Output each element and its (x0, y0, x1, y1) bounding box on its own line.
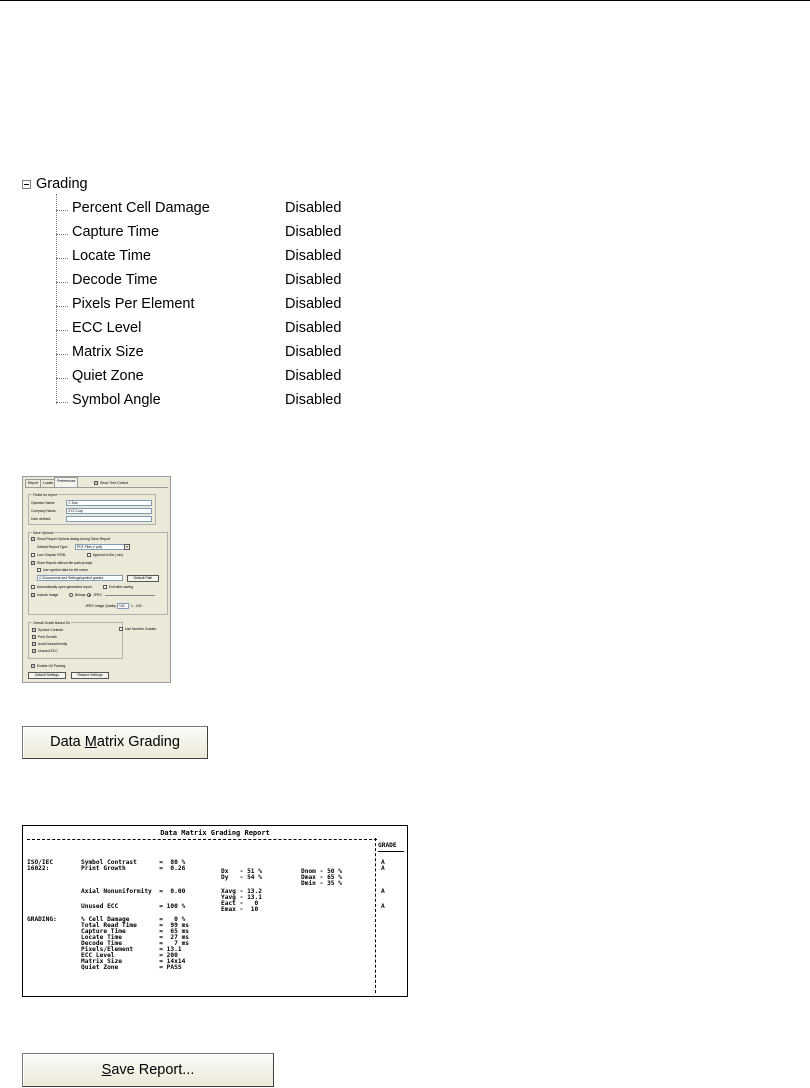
grade-column-divider (375, 838, 377, 993)
jpeg-radio[interactable] (87, 593, 91, 597)
default-path-button[interactable]: Default Path (127, 575, 159, 582)
store-without-prompt-checkbox[interactable] (31, 561, 35, 565)
total-read-time-row: Total Read Time = 99 ms (81, 922, 190, 929)
jpeg-quality-label: JPEG Image Quality: (85, 604, 117, 608)
tree-item-label: Pixels Per Element (72, 296, 195, 312)
use-number-grades-checkbox[interactable] (119, 627, 123, 631)
quiet-zone-row: Quiet Zone = PASS (81, 964, 182, 971)
low-graphic-checkbox[interactable] (31, 553, 35, 557)
tree-item[interactable] (56, 368, 386, 392)
button-label-part: ave Report... (111, 1062, 195, 1078)
grading-report (22, 825, 408, 997)
tree-branch (56, 210, 68, 211)
auto-open-checkbox[interactable] (31, 585, 35, 589)
tree-item-label: ECC Level (72, 320, 142, 336)
jpeg-range-label: 1 - 100 (131, 604, 142, 608)
grade-axial-nonuniformity: A (381, 888, 385, 895)
symbol-contrast-label: Symbol Contrast (38, 628, 64, 632)
auto-open-label: Automatically open generated report (37, 585, 92, 589)
tree-item[interactable] (56, 272, 386, 296)
grade-print-growth: A (381, 865, 385, 872)
unused-ecc-row: Unused ECC = 100 % (81, 903, 186, 910)
exit-after-label: Exit after saving (109, 585, 134, 589)
dmax-value: Dmax - 65 % (301, 874, 342, 881)
pixels-per-element-row: Pixels/Element = 13.1 (81, 946, 182, 953)
tree-branch (56, 234, 68, 235)
tree-item-value[interactable]: Disabled (285, 248, 342, 264)
axial-nonuniformity-checkbox[interactable] (32, 642, 36, 646)
tree-item-label: Locate Time (72, 248, 151, 264)
iso-label: ISO/IEC (27, 859, 54, 866)
grading-label: GRADING: (27, 916, 57, 923)
button-mnemonic: S (101, 1062, 112, 1078)
print-growth-label: Print Growth (38, 635, 57, 639)
save-options-title: Save Options (33, 531, 54, 535)
iso-label: 16022: (27, 865, 50, 872)
tree-branch (56, 282, 68, 283)
axial-nonuniformity-label: Axial Nonuniformity (38, 642, 68, 646)
preferences-dialog (22, 476, 171, 683)
store-without-prompt-label: Store Report without file path prompt (37, 561, 93, 565)
report-title: Data Matrix Grading Report (160, 829, 270, 837)
tree-item[interactable] (56, 248, 386, 272)
tree-item[interactable] (56, 200, 386, 224)
tree-item-label: Percent Cell Damage (72, 200, 210, 216)
use-number-grades-label: Use Number Grades (125, 627, 157, 631)
button-label-part: Data (50, 734, 85, 750)
grade-unused-ecc: A (381, 903, 385, 910)
tree-item-value[interactable]: Disabled (285, 368, 342, 384)
unused-ecc-label: Unused ECC (38, 649, 58, 653)
print-growth-row: Print Growth = 0.26 (81, 865, 186, 872)
user-defined-input[interactable] (66, 516, 152, 522)
tree-item-label: Symbol Angle (72, 392, 161, 408)
data-matrix-grading-button[interactable] (22, 726, 208, 759)
jpeg-quality-slider[interactable] (105, 595, 155, 596)
tree-root-label[interactable]: Grading (36, 176, 88, 192)
tab-preferences[interactable]: Preferences (54, 477, 78, 487)
tree-item-value[interactable]: Disabled (285, 344, 342, 360)
eact-value: Eact - 0 (221, 900, 259, 907)
cell-damage-row: % Cell Damage = 0 % (81, 916, 186, 923)
axial-nonuniformity-row: Axial Nonuniformity = 0.00 (81, 888, 186, 895)
matrix-size-row: Matrix Size = 14x14 (81, 958, 186, 965)
show-options-checkbox[interactable] (31, 537, 35, 541)
report-path-input[interactable]: C:\Documents and Settings\symbol grades (37, 575, 123, 581)
tree-item-value[interactable]: Disabled (285, 392, 342, 408)
exit-after-checkbox[interactable] (103, 585, 107, 589)
report-separator (27, 839, 377, 840)
page-top-rule (0, 0, 810, 1)
tree-item[interactable] (56, 320, 386, 344)
grade-symbol-contrast: A (381, 859, 385, 866)
button-label-part: atrix Grading (96, 734, 180, 750)
enable-uii-parsing-checkbox[interactable] (31, 664, 35, 668)
tree-item[interactable] (56, 344, 386, 368)
capture-time-row: Capture Time = 65 ms (81, 928, 190, 935)
bitmap-radio[interactable] (69, 593, 73, 597)
company-name-input[interactable]: XYZ Corp (66, 508, 152, 514)
jpeg-quality-input[interactable]: 100 (117, 603, 129, 609)
company-label: Company Name: (31, 509, 57, 513)
tree-item-label: Quiet Zone (72, 368, 144, 384)
grading-tree (22, 176, 362, 416)
tree-item-value[interactable]: Disabled (285, 200, 342, 216)
dmin-value: Dmin - 35 % (301, 880, 342, 887)
dy-value: Dy - 54 % (221, 874, 262, 881)
xavg-value: Xavg - 13.2 (221, 888, 262, 895)
jpeg-label: JPEG (93, 593, 102, 597)
include-image-label: Include Image (37, 593, 59, 597)
grade-header: GRADE (378, 842, 397, 849)
tab-divider (25, 487, 168, 488)
user-defined-label: User defined: (31, 517, 52, 521)
chevron-down-icon[interactable]: ▾ (124, 544, 130, 550)
symbol-contrast-checkbox[interactable] (32, 628, 36, 632)
tree-branch (56, 306, 68, 307)
tree-item-label: Decode Time (72, 272, 158, 288)
overall-grade-title: Overall Grade Based On (33, 621, 71, 625)
dnom-value: Dnom - 50 % (301, 868, 342, 875)
tree-branch (56, 378, 68, 379)
decode-time-row: Decode Time = 7 ms (81, 940, 190, 947)
tree-branch (56, 258, 68, 259)
tab-locate[interactable]: Locate (40, 479, 56, 487)
locate-time-row: Locate Time = 27 ms (81, 934, 190, 941)
operator-label: Operator Name: (31, 501, 56, 505)
tree-branch (56, 330, 68, 331)
show-options-label: Show Report Options dialog during 'Save Report' (37, 537, 111, 541)
ecc-level-row: ECC Level = 200 (81, 952, 178, 959)
use-symbol-data-checkbox[interactable] (37, 568, 41, 572)
include-image-checkbox[interactable] (31, 593, 35, 597)
collapse-icon[interactable] (22, 180, 31, 189)
default-settings-button[interactable]: Default Settings (28, 672, 66, 679)
tree-item-label: Matrix Size (72, 344, 144, 360)
append-label: Append to file (.csv) (93, 553, 123, 557)
grade-header-underline (378, 851, 404, 852)
default-type-label: Default Report Type: (37, 545, 69, 549)
tab-report[interactable]: Report (25, 479, 41, 487)
unused-ecc-checkbox[interactable] (32, 649, 36, 653)
tree-item[interactable] (56, 392, 386, 416)
tree-item-label: Capture Time (72, 224, 160, 240)
print-growth-checkbox[interactable] (32, 635, 36, 639)
tree-item-value[interactable]: Disabled (285, 296, 342, 312)
emax-value: Emax - 10 (221, 906, 259, 913)
low-graphic-label: Low Graphic HTML (37, 553, 67, 557)
button-mnemonic: M (84, 734, 97, 750)
dx-value: Dx - 51 % (221, 868, 262, 875)
yavg-value: Yavg - 13.1 (221, 894, 262, 901)
default-type-select[interactable]: PDF Files (*.pdf) (75, 544, 129, 550)
tree-item[interactable] (56, 296, 386, 320)
use-symbol-data-label: Use symbol data for file name (43, 568, 88, 572)
tree-item[interactable] (56, 224, 386, 248)
enable-uii-parsing-label: Enable UII Parsing (37, 664, 66, 668)
fields-group-title: Fields for report (33, 493, 57, 497)
append-checkbox[interactable] (87, 553, 91, 557)
show-tree-control-checkbox[interactable] (94, 481, 98, 485)
tree-branch (56, 402, 68, 403)
restore-settings-button[interactable]: Restore Settings (71, 672, 109, 679)
symbol-contrast-row: Symbol Contrast = 80 % (81, 859, 186, 866)
tree-branch (56, 354, 68, 355)
tree-item-value[interactable]: Disabled (285, 272, 342, 288)
save-report-button[interactable] (22, 1053, 274, 1087)
bitmap-label: Bitmap (75, 593, 86, 597)
show-tree-control-label: Show Tree Control (100, 481, 129, 485)
tree-item-value[interactable]: Disabled (285, 224, 342, 240)
operator-name-input[interactable]: J. Doe (66, 500, 152, 506)
tree-item-value[interactable]: Disabled (285, 320, 342, 336)
